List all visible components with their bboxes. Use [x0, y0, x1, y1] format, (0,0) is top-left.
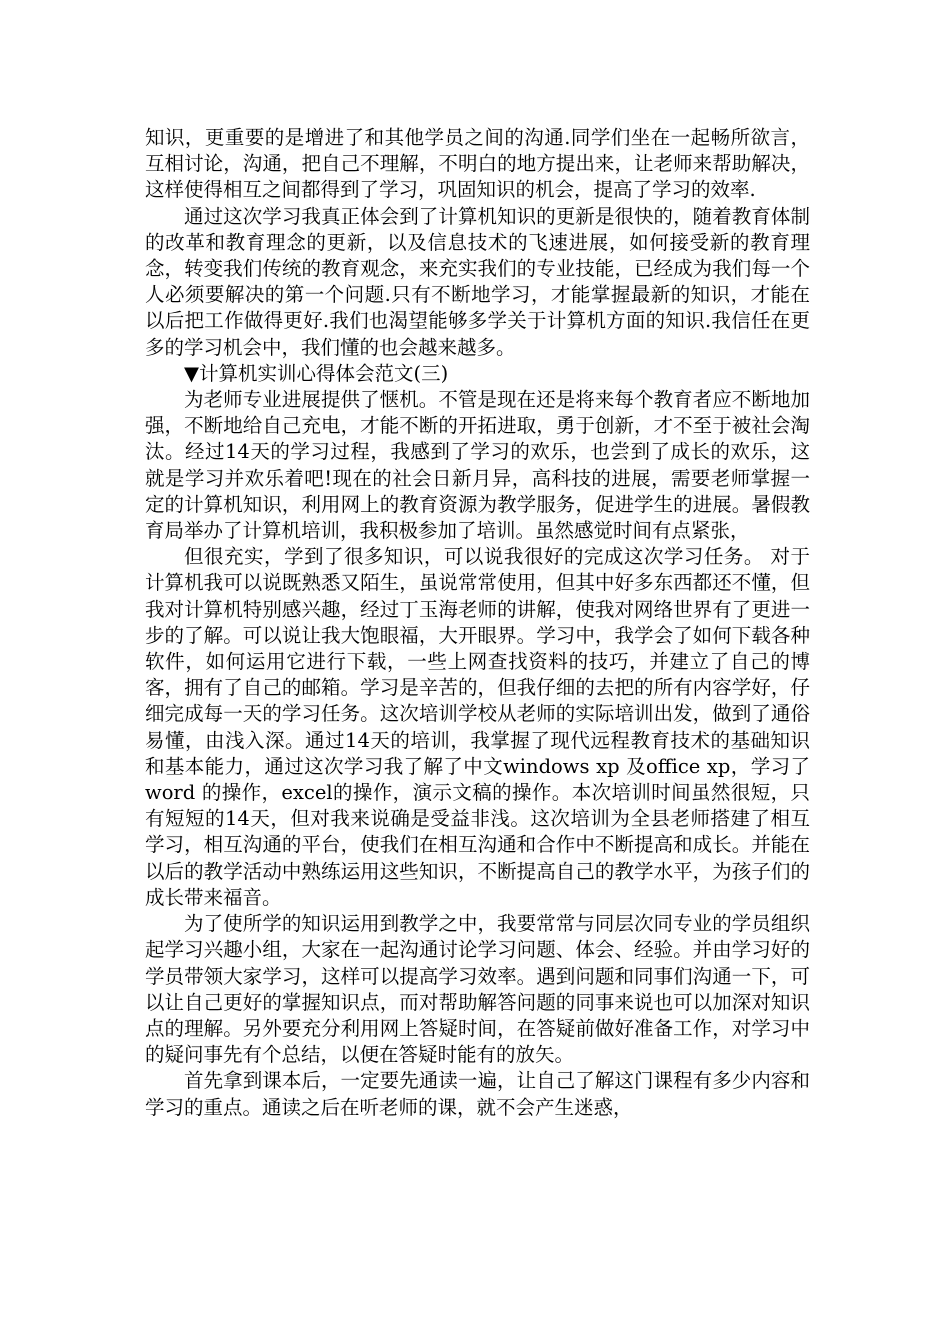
paragraph-continued: 知识，更重要的是增进了和其他学员之间的沟通.同学们坐在一起畅所欲言，互相讨论，沟通，把自己不理解，不明白的地方提出来，让老师来帮助解决，这样使得相互之间都得到了学习，巩固知识的机会，提高了学习的效率.: [145, 126, 810, 202]
paragraph: 通过这次学习我真正体会到了计算机知识的更新是很快的，随着教育体制的改革和教育理念的更新，以及信息技术的飞速进展，如何接受新的教育理念，转变我们传统的教育观念，来充实我们的专业技能，已经成为我们每一个人必须要解决的第一个问题.只有不断地学习，才能掌握最新的知识，才能在以后把工作做得更好.我们也渴望能够多学关于计算机方面的知识.我信任在更多的学习机会中，我们懂的也会越来越多。: [145, 204, 810, 359]
paragraph: 为了使所学的知识运用到教学之中，我要常常与同层次同专业的学员组织起学习兴趣小组，大家在一起沟通讨论学习问题、体会、经验。并由学习好的学员带领大家学习，这样可以提高学习效率。遇到问题和同事们沟通一下，可以让自己更好的掌握知识点，而对帮助解答问题的同事来说也可以加深对知识点的理解。另外要充分利用网上答疑时间，在答疑前做好准备工作，对学习中的疑问事先有个总结，以便在答疑时能有的放矢。: [145, 912, 810, 1067]
paragraph: 为老师专业进展提供了惬机。不管是现在还是将来每个教育者应不断地加强，不断地给自己充电，才能不断的开拓进取，勇于创新，才不至于被社会淘汰。经过14天的学习过程，我感到了学习的欢乐，也尝到了成长的欢乐，这就是学习并欢乐着吧!现在的社会日新月异，高科技的进展，需要老师掌握一定的计算机知识，利用网上的教育资源为教学服务，促进学生的进展。暑假教育局举办了计算机培训，我积极参加了培训。虽然感觉时间有点紧张，: [145, 388, 810, 543]
document-body: [145, 125, 810, 1121]
paragraph: 首先拿到课本后，一定要先通读一遍，让自己了解这门课程有多少内容和学习的重点。通读之后在听老师的课，就不会产生迷惑，: [145, 1069, 810, 1119]
section-heading: ▼计算机实训心得体会范文(三): [184, 361, 449, 385]
paragraph: 但很充实，学到了很多知识，可以说我很好的完成这次学习任务。 对于计算机我可以说既熟悉又陌生，虽说常常使用，但其中好多东西都还不懂，但我对计算机特别感兴趣，经过丁玉海老师的讲解，使我对网络世界有了更进一步的了解。可以说让我大饱眼福，大开眼界。学习中，我学会了如何下载各种软件，如何运用它进行下载，一些上网查找资料的技巧，并建立了自己的博客，拥有了自己的邮箱。学习是辛苦的，但我仔细的去把的所有内容学好，仔细完成每一天的学习任务。这次培训学校从老师的实际培训出发，做到了通俗易懂，由浅入深。通过14天的培训，我掌握了现代远程教育技术的基础知识和基本能力，通过这次学习我了解了中文windows xp 及office xp，学习了word 的操作，excel的操作，演示文稿的操作。本次培训时间虽然很短，只有短短的14天，但对我来说确是受益非浅。这次培训为全县老师搭建了相互学习，相互沟通的平台，使我们在相互沟通和合作中不断提高和成长。并能在以后的教学活动中熟练运用这些知识，不断提高自己的教学水平，为孩子们的成长带来福音。: [145, 545, 810, 909]
